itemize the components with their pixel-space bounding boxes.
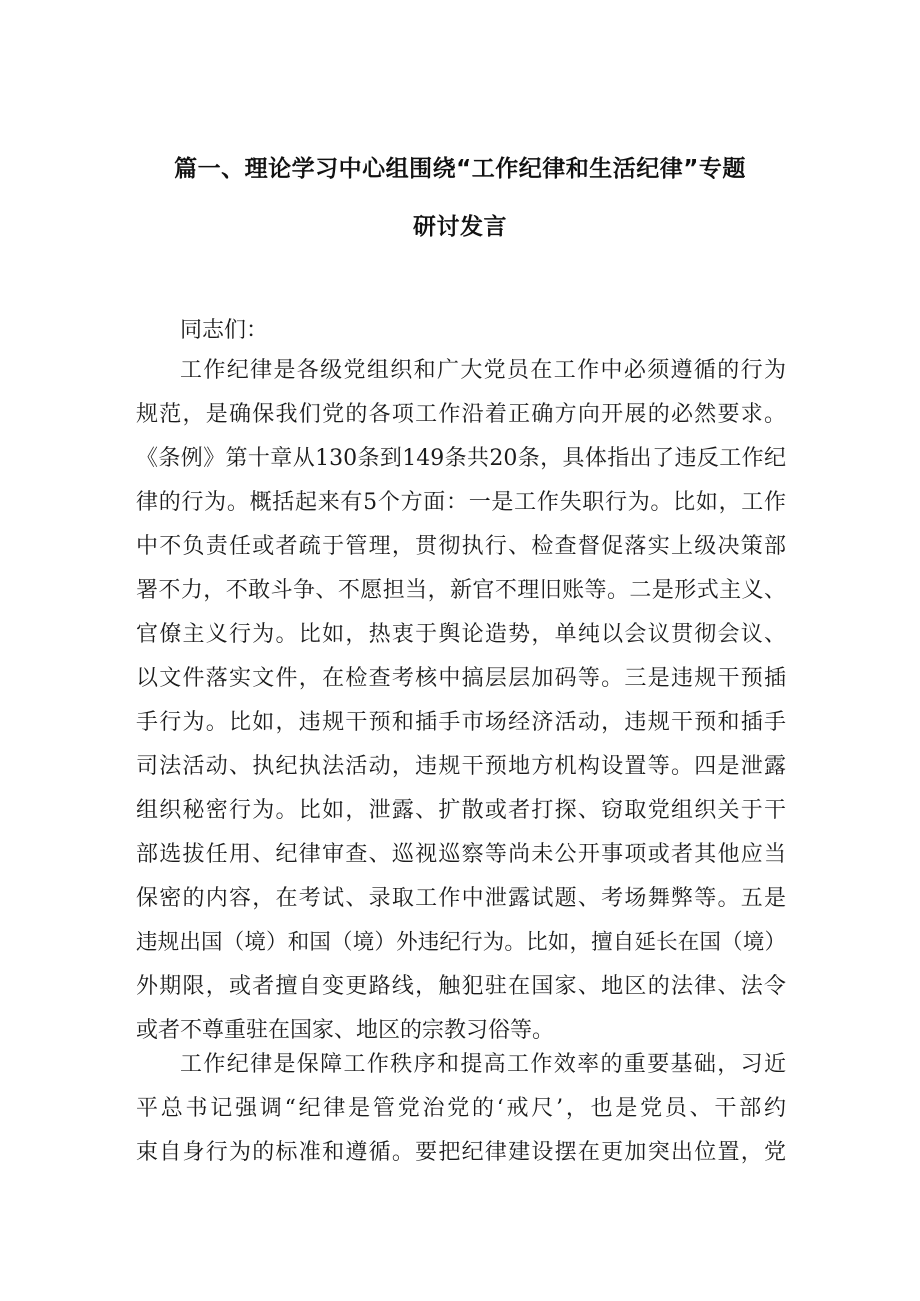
paragraph-line: 工作纪律是各级党组织和广大党员在工作中必须遵循的行为: [180, 358, 786, 383]
paragraph-line: 中不负责任或者疏于管理，贯彻执行、检查督促落实上级决策部: [136, 534, 786, 559]
paragraph-line: 司法活动、执纪执法活动，违规干预地方机构设置等。四是泄露: [136, 754, 786, 779]
paragraph-line: 手行为。比如，违规干预和插手市场经济活动，违规干预和插手: [136, 710, 786, 735]
paragraph-line: 署不力，不敢斗争、不愿担当，新官不理旧账等。二是形式主义、: [136, 578, 786, 603]
paragraph-line: 或者不尊重驻在国家、地区的宗教习俗等。: [136, 1018, 555, 1043]
paragraph-line: 违规出国（境）和国（境）外违纪行为。比如，擅自延长在国（境）: [136, 930, 786, 955]
document-title-line-2: 研讨发言: [413, 214, 507, 240]
paragraph-line: 工作纪律是保障工作秩序和提高工作效率的重要基础，习近: [180, 1052, 786, 1077]
paragraph-line: 以文件落实文件，在检查考核中搞层层加码等。三是违规干预插: [136, 666, 786, 691]
paragraph-line: 组织秘密行为。比如，泄露、扩散或者打探、窃取党组织关于干: [136, 798, 786, 823]
paragraph-2: [136, 1043, 786, 1175]
salutation: 同志们：: [180, 318, 269, 343]
paragraph-1: [136, 349, 786, 1053]
paragraph-line: 官僚主义行为。比如，热衷于舆论造势，单纯以会议贯彻会议、: [136, 622, 786, 647]
paragraph-line: 外期限，或者擅自变更路线，触犯驻在国家、地区的法律、法令: [136, 974, 786, 999]
paragraph-line: 部选拔任用、纪律审查、巡视巡察等尚未公开事项或者其他应当: [136, 842, 786, 867]
document-title-line-1: 篇一、理论学习中心组围绕“工作纪律和生活纪律”专题: [174, 156, 746, 182]
paragraph-line: 平总书记强调“纪律是管党治党的‘戒尺’，也是党员、干部约: [136, 1096, 786, 1121]
paragraph-line: 律的行为。概括起来有5个方面：一是工作失职行为。比如，工作: [136, 490, 786, 515]
paragraph-line: 《条例》第十章从130条到149条共20条，具体指出了违反工作纪: [136, 446, 786, 471]
paragraph-line: 保密的内容，在考试、录取工作中泄露试题、考场舞弊等。五是: [136, 886, 786, 911]
paragraph-line: 规范，是确保我们党的各项工作沿着正确方向开展的必然要求。: [136, 402, 786, 427]
paragraph-line: 束自身行为的标准和遵循。要把纪律建设摆在更加突出位置，党: [136, 1140, 786, 1165]
